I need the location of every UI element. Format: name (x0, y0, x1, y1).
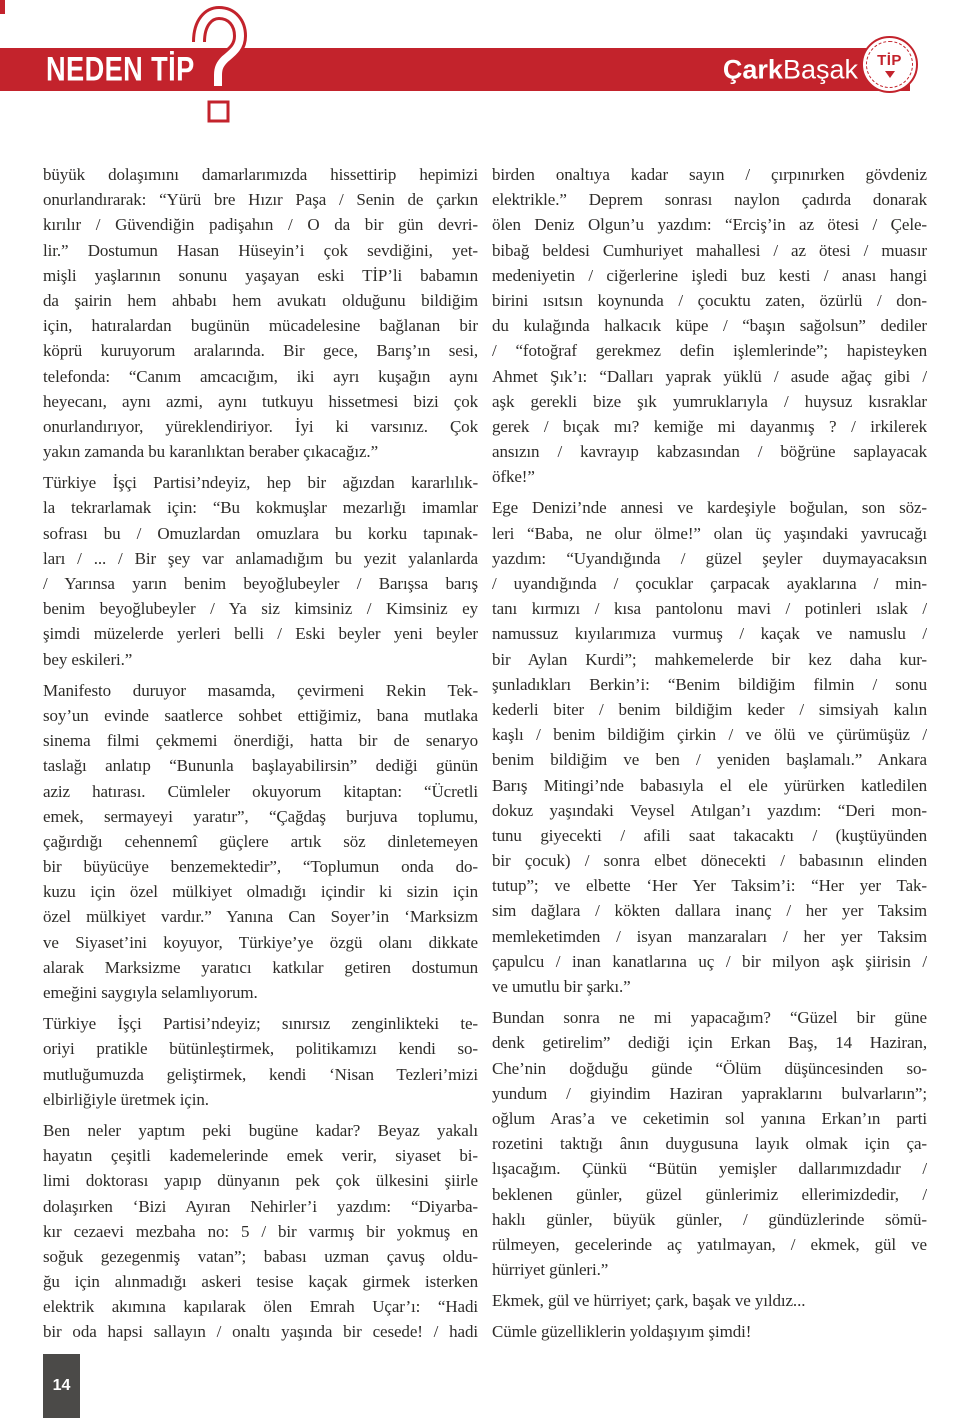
text-line: şimdi müzelerde yerleri belli / Eski beyler yeni beyler (43, 624, 478, 644)
text-line: kuzu için özel mülkiyet olmadığı içindir ki sizin için (43, 882, 478, 902)
text-line: Ege Denizi’nde annesi ve kardeşiyle boğulan, son söz- (492, 498, 927, 518)
text-line: heyecanı, aynı azmi, aynı tutkuyu hissetmesi bizi çok (43, 391, 478, 411)
text-line: Manifesto duruyor masamda, çevirmeni Rekin Tek- (43, 680, 478, 700)
text-line: alarak Marksizme yaratıcı katkılar getiren dostumun (43, 957, 478, 977)
text-line: özel mülkiyet vardır.” Yanına Can Soyer’in ‘Marksizm (43, 907, 478, 927)
text-line: sinema filmi çekmemi önerdiği, hatta bir de senaryo (43, 731, 478, 751)
text-line: memleketimden / isyan manzaraları / her yer Taksim (492, 926, 927, 946)
paragraph (492, 162, 927, 489)
text-line: emeğini saygıyla selamlıyorum. (43, 983, 258, 1002)
text-line: lışacağım. Çünkü “Bütün yemişler dallarımızdadır / (492, 1159, 927, 1179)
text-line: yazdım: “Uyandığında / güzel şeyler duymayacaksın (492, 548, 927, 568)
text-line: ölen Deniz Olgun’u yazdım: “Erciş’in az ötesi / Çele- (492, 215, 927, 235)
text-line: dokuz yaşındaki Veysel Atılgan’ı yazdım: “Deri mon- (492, 800, 927, 820)
text-line: dolaşırken ‘Bizi Ayıran Nehirler’i yazdım: “Diyarba- (43, 1196, 478, 1216)
text-line: beklenen günler, güzel günlerimiz ellerimizdedir, / (492, 1184, 927, 1204)
page-number: 14 (43, 1354, 80, 1418)
text-line: köprü kuruyorum aralarında. Bir gece, Barış’ın sesi, (43, 341, 478, 361)
text-line: kaşlı / benim bildiğim çirkin / ve ölü ve çürümüşüz / (492, 725, 927, 745)
text-line: Che’nin doğduğu günde “Ölüm düşüncesinden so- (492, 1058, 927, 1078)
text-line: elektrik akımına kapılarak ölen Emrah Uçar’ı: “Hadi (43, 1297, 478, 1317)
text-line: onurlandırarak: “Yürü bre Hızır Paşa / Senin de çarkın (43, 190, 478, 210)
text-line: namussuz kıyılarımıza vurmuş / kaçak ve namuslu / (492, 624, 927, 644)
brand-word-basak: Başak (782, 54, 858, 84)
question-mark-icon (186, 6, 252, 132)
paragraph (492, 1288, 927, 1313)
text-line: hayatın çeşitli kademelerinde emek verir, siyaset bi- (43, 1146, 478, 1166)
text-line: şunladıkları Berkin’i: “Benim bildiğim filmin / sonu (492, 674, 927, 694)
section-title: NEDEN TİP (46, 50, 195, 88)
text-line: kırılır / Güvendiğin padişahın / O da bir gün devri- (43, 215, 478, 235)
text-line: rozetini taktığı ânın duygusuna layık olmak için ça- (492, 1134, 927, 1154)
text-line: hürriyet günleri.” (492, 1260, 609, 1280)
text-line: elbirliğiyle üretmek için. (43, 1089, 209, 1109)
text-line: sim dağlara / kökten dallara inanç / her yer Taksim (492, 901, 927, 921)
text-line: çağırdığı cehennemî güçlere artık söz dinletemeyen (43, 831, 478, 851)
text-line: rülmeyen, gecelerinde aç yatılmayan, / ekmek, gül ve (492, 1234, 927, 1254)
text-line: Ekmek, gül ve hürriyet; çark, başak ve yıldız... (492, 1291, 806, 1311)
text-line: ve umutlu bir şarkı.” (492, 977, 631, 996)
left-column (43, 162, 478, 1351)
text-line: telefonda: “Canım amcacığım, iki ayrı kuşağın aynı (43, 366, 478, 386)
paragraph (492, 495, 927, 999)
text-line: Bundan sonra ne mi yapacağım? “Güzel bir güne (492, 1008, 927, 1028)
text-line: yakın zamanda bu karanlıktan beraber çıkacağız.” (43, 442, 379, 462)
text-line: büyük dolaşımını damarlarımızda hissettirip hepimizi (43, 165, 478, 184)
text-line: du kulağında halkacık küpe / “başın sağolsun” dediler (492, 316, 927, 336)
text-line: Ahmet Şık’ı: “Dalları yaprak yüklü / asude ağaç gibi / (492, 366, 927, 386)
text-line: mutluğumuzda geliştirmek, kendi ‘Nisan Tezleri’mizi (43, 1064, 478, 1084)
paragraph (43, 470, 478, 672)
text-line: la tekrarlamak için: “Bu kokmuşlar mezarlığı imamlar (43, 498, 478, 518)
text-line: öfke!” (492, 467, 535, 487)
text-line: kır cezaevi mezbaha no: 5 / bir varmış bir yokmuş en (43, 1221, 478, 1241)
text-line: bir büyücüye benzemektedir”, “Toplumun onda do- (43, 857, 478, 877)
text-line: / Yarınsa yarın benim beyoğlubeyler / Barışsa barış (43, 574, 478, 593)
text-line: da şairin hem ahbabı hem avukatı olduğunu bildiğim (43, 290, 478, 310)
right-column (492, 162, 927, 1351)
text-line: birden onaltıya kadar sayın / çırpınırken gövdeniz (492, 165, 927, 184)
text-line: elektrikle.” Deprem sonrası naylon çadırda donarak (492, 190, 927, 210)
text-line: mişli yaşlarının sonunu yaşayan eski TİP’li babamın (43, 265, 478, 285)
text-line: leri “Baba, ne olur ölme!” olan üç yaşındaki yavrucağı (492, 523, 927, 543)
text-line: Ben neler yaptım peki bugüne kadar? Beyaz yakalı (43, 1120, 478, 1140)
text-line: taslağı anlatıp “Bununla başlayabilirsin” dediği günün (43, 756, 478, 776)
text-line: aşk gerekli bize şık yumruklarıyla / huysuz kısraklar (492, 391, 927, 411)
paragraph (43, 1118, 478, 1345)
text-line: ları / ... / Bir şey var anlamadığım bu yezit yalanlarda (43, 548, 478, 568)
text-line: Barış Mitingi’nde babasıyla el ele yürürken katledilen (492, 775, 927, 795)
text-line: aziz hatırası. Cümleler okuyorum kitaptan: “Ücretli (43, 781, 478, 801)
text-line: çapulcu / inan kanatlarına uç / bir milyon aşk şiirisin / (492, 951, 927, 971)
text-line: tanı kırmızı / kısa pantolonu mavi / potinleri ıslak / (492, 599, 927, 619)
paragraph (43, 1011, 478, 1112)
text-line: / “fotoğraf gerekmez defin işlemlerinde”; hapisteyken (492, 341, 927, 361)
paragraph (43, 162, 478, 464)
gear-wheat-emblem-icon (885, 71, 895, 78)
paragraph (492, 1319, 927, 1344)
text-line: bir Aylan Kurdi”; mahkemelerde bir kez daha kur- (492, 649, 927, 669)
text-line: birini ısıtsın koynunda / çocuktu zaten, özürlü / don- (492, 290, 927, 310)
text-line: bir oda hapsi sallayın / onaltı yaşında bir cesede! / hadi (43, 1322, 478, 1342)
text-line: ğu için alınmadığı askeri tesise kaçak girmek isterken (43, 1272, 478, 1292)
text-line: / uyandığında / çocuklar çarpacak ayaklarına / min- (492, 574, 927, 593)
text-line: emek, sermayeyi yaratır”, “Çağdaş burjuva toplumu, (43, 806, 478, 826)
text-line: soy’un evinde saatlerce sohbet ettiğimiz, bana mutlaka (43, 705, 478, 725)
text-line: Türkiye İşçi Partisi’ndeyiz; sınırsız zenginlikteki te- (43, 1014, 478, 1034)
text-line: sofrası bu / Omuzlardan omuzlara bu korku tapınak- (43, 523, 478, 543)
tip-logo-text: TİP (877, 52, 902, 69)
text-line: onurlandırıyor, yüreklendiriyor. İyi ki varsınız. Çok (43, 416, 478, 436)
text-line: lir.” Dostumun Hasan Hüseyin’i çok sevdiğini, yet- (43, 240, 478, 260)
paragraph (492, 1005, 927, 1282)
text-line: bir çocuk) / sonra elbet dönecekti / babasının elinden (492, 851, 927, 871)
text-line: Cümle güzelliklerin yoldaşıyım şimdi! (492, 1322, 752, 1342)
text-line: ve Siyaset’ini koyuyor, Türkiye’ye özgü olanı dikkate (43, 932, 478, 952)
text-line: bey eskileri.” (43, 649, 133, 669)
text-line: haklı günler, büyük günler, / gündüzlerinde sömü- (492, 1209, 927, 1229)
text-line: benim beyoğlubeyler / Ya siz kimsiniz / Kimsiniz ey (43, 599, 478, 619)
text-line: ansızın / kavrayıp kabzasından / böğrüne saplayacak (492, 442, 927, 462)
text-line: medeniyetin / ciğerlerine işledi buz kesti / anası hangi (492, 265, 927, 285)
text-line: limi doktorası yapıp dünyanın pek çok ülkesini şiirle (43, 1171, 478, 1191)
tip-party-logo (861, 36, 918, 93)
text-line: yundum / giyindim Haziran yapraklarını bulvarların”; (492, 1083, 927, 1103)
text-line: tunu giyecekti / afili saat takacaktı / (kuştüyünden (492, 825, 927, 845)
text-line: için, hatıralardan bugünün mücadelesine bağlanan bir (43, 316, 478, 336)
text-line: kederli biter / benim bildiğim keder / simsiyah kalın (492, 699, 927, 719)
text-line: soğuk gezegenmiş vatan”; babası uzman çavuş oldu- (43, 1246, 478, 1266)
header-banner (0, 48, 910, 91)
text-line: oğlum Aras’a ve ceketimin sol yanına Erkan’ın parti (492, 1108, 927, 1128)
text-line: tutup”; ve elbette ‘Her Yer Taksim’i: “Her yer Tak- (492, 876, 927, 896)
text-line: Türkiye İşçi Partisi’ndeyiz, hep bir ağızdan kararlılık- (43, 473, 478, 493)
corner-bleed-mark (0, 0, 5, 14)
text-line: benim bildiğim ve ben / yeniden başlamalı.” Ankara (492, 750, 927, 770)
text-line: gerek / bıçak mı? kemiğe mi dayanmış ? / irkilerek (492, 416, 927, 436)
magazine-brand (723, 54, 858, 85)
paragraph (43, 678, 478, 1005)
text-line: bibağ beldesi Cumhuriyet mahallesi / az ötesi / muasır (492, 240, 927, 260)
article-body (43, 162, 927, 1351)
text-line: oriyi pratikle bütünleştirmek, politikamızı kendi so- (43, 1039, 478, 1059)
brand-word-cark: Çark (722, 54, 783, 84)
text-line: denk getirelim” dediği için Erkan Baş, 14 Haziran, (492, 1033, 927, 1053)
